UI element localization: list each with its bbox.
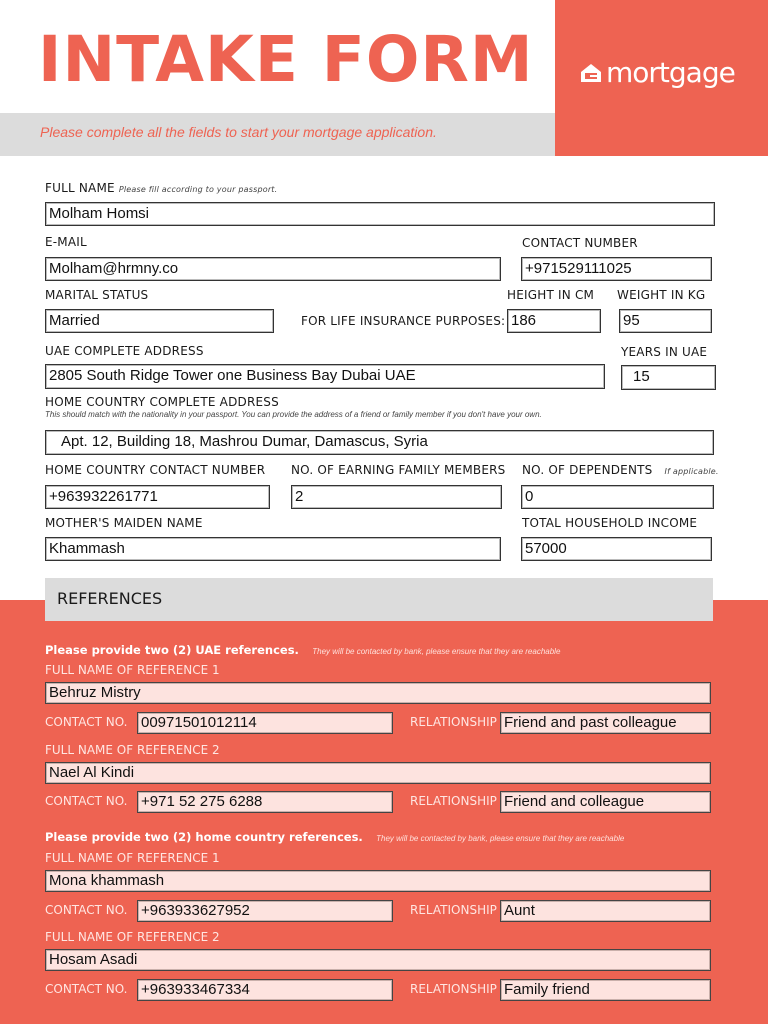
- form-title: INTAKE FORM: [38, 23, 534, 96]
- uae-ref1-label: FULL NAME OF REFERENCE 1: [45, 663, 220, 677]
- dependents-field[interactable]: 0: [521, 485, 714, 509]
- home-ref2-relationship-field[interactable]: Family friend: [500, 979, 711, 1001]
- home-references-note: They will be contacted by bank, please ensure that they are reachable: [376, 834, 625, 843]
- home-contact-field[interactable]: +963932261771: [45, 485, 270, 509]
- home-ref1-contact-label: CONTACT NO.: [45, 903, 128, 917]
- brand-logo: [578, 56, 735, 89]
- house-icon: [578, 60, 604, 86]
- home-references-intro: Please provide two (2) home country references. They will be contacted by bank, please ensure that they are reachable: [45, 830, 625, 844]
- life-insurance-label: FOR LIFE INSURANCE PURPOSES:: [301, 314, 506, 328]
- home-ref1-relationship-label: RELATIONSHIP: [410, 903, 497, 917]
- home-address-label: HOME COUNTRY COMPLETE ADDRESS: [45, 395, 279, 409]
- marital-status-field[interactable]: Married: [45, 309, 274, 333]
- marital-status-label: MARITAL STATUS: [45, 288, 149, 302]
- dependents-hint: If applicable.: [664, 467, 719, 476]
- form-subtitle: Please complete all the fields to start your mortgage application.: [40, 124, 437, 140]
- references-heading: REFERENCES: [57, 589, 163, 608]
- home-ref2-label: FULL NAME OF REFERENCE 2: [45, 930, 220, 944]
- uae-ref2-contact-label: CONTACT NO.: [45, 794, 128, 808]
- contact-number-field[interactable]: +971529111025: [521, 257, 712, 281]
- uae-references-intro: Please provide two (2) UAE references. They will be contacted by bank, please ensure that they are reachable: [45, 643, 561, 657]
- maiden-name-field[interactable]: Khammash: [45, 537, 501, 561]
- full-name-label: FULL NAME Please fill according to your passport.: [45, 181, 278, 195]
- weight-label: WEIGHT IN KG: [617, 288, 706, 302]
- home-ref1-relationship-field[interactable]: Aunt: [500, 900, 711, 922]
- email-label: E-MAIL: [45, 235, 87, 249]
- years-in-uae-label: YEARS IN UAE: [621, 345, 708, 359]
- household-income-field[interactable]: 57000: [521, 537, 712, 561]
- weight-field[interactable]: 95: [619, 309, 712, 333]
- full-name-field[interactable]: Molham Homsi: [45, 202, 715, 226]
- home-address-hint: This should match with the nationality in your passport. You can provide the address of a friend or family member if you don't have your own.: [45, 410, 542, 419]
- household-income-label: TOTAL HOUSEHOLD INCOME: [522, 516, 698, 530]
- uae-ref2-relationship-field[interactable]: Friend and colleague: [500, 791, 711, 813]
- email-field[interactable]: Molham@hrmny.co: [45, 257, 501, 281]
- uae-ref2-name-field[interactable]: Nael Al Kindi: [45, 762, 711, 784]
- contact-number-label: CONTACT NUMBER: [522, 236, 638, 250]
- earning-members-label: NO. OF EARNING FAMILY MEMBERS: [291, 463, 506, 477]
- home-ref1-label: FULL NAME OF REFERENCE 1: [45, 851, 220, 865]
- height-label: HEIGHT IN CM: [507, 288, 595, 302]
- years-in-uae-field[interactable]: 15: [621, 365, 716, 390]
- uae-ref1-contact-field[interactable]: 00971501012114: [137, 712, 393, 734]
- home-ref1-contact-field[interactable]: +963933627952: [137, 900, 393, 922]
- home-ref2-contact-label: CONTACT NO.: [45, 982, 128, 996]
- dependents-label: NO. OF DEPENDENTS If applicable.: [522, 463, 719, 477]
- maiden-name-label: MOTHER'S MAIDEN NAME: [45, 516, 203, 530]
- home-ref2-contact-field[interactable]: +963933467334: [137, 979, 393, 1001]
- uae-address-field[interactable]: 2805 South Ridge Tower one Business Bay Dubai UAE: [45, 364, 605, 389]
- home-ref2-relationship-label: RELATIONSHIP: [410, 982, 497, 996]
- earning-members-field[interactable]: 2: [291, 485, 502, 509]
- uae-ref1-relationship-label: RELATIONSHIP: [410, 715, 497, 729]
- uae-ref2-contact-field[interactable]: +971 52 275 6288: [137, 791, 393, 813]
- uae-address-label: UAE COMPLETE ADDRESS: [45, 344, 204, 358]
- height-field[interactable]: 186: [507, 309, 601, 333]
- uae-ref2-relationship-label: RELATIONSHIP: [410, 794, 497, 808]
- uae-ref1-name-field[interactable]: Behruz Mistry: [45, 682, 711, 704]
- home-ref2-name-field[interactable]: Hosam Asadi: [45, 949, 711, 971]
- full-name-hint: Please fill according to your passport.: [118, 185, 278, 194]
- brand-name: mortgage: [606, 56, 735, 89]
- home-contact-label: HOME COUNTRY CONTACT NUMBER: [45, 463, 266, 477]
- uae-references-note: They will be contacted by bank, please ensure that they are reachable: [312, 647, 561, 656]
- uae-ref1-contact-label: CONTACT NO.: [45, 715, 128, 729]
- home-address-field[interactable]: Apt. 12, Building 18, Mashrou Dumar, Damascus, Syria: [45, 430, 714, 455]
- uae-ref2-label: FULL NAME OF REFERENCE 2: [45, 743, 220, 757]
- home-ref1-name-field[interactable]: Mona khammash: [45, 870, 711, 892]
- uae-ref1-relationship-field[interactable]: Friend and past colleague: [500, 712, 711, 734]
